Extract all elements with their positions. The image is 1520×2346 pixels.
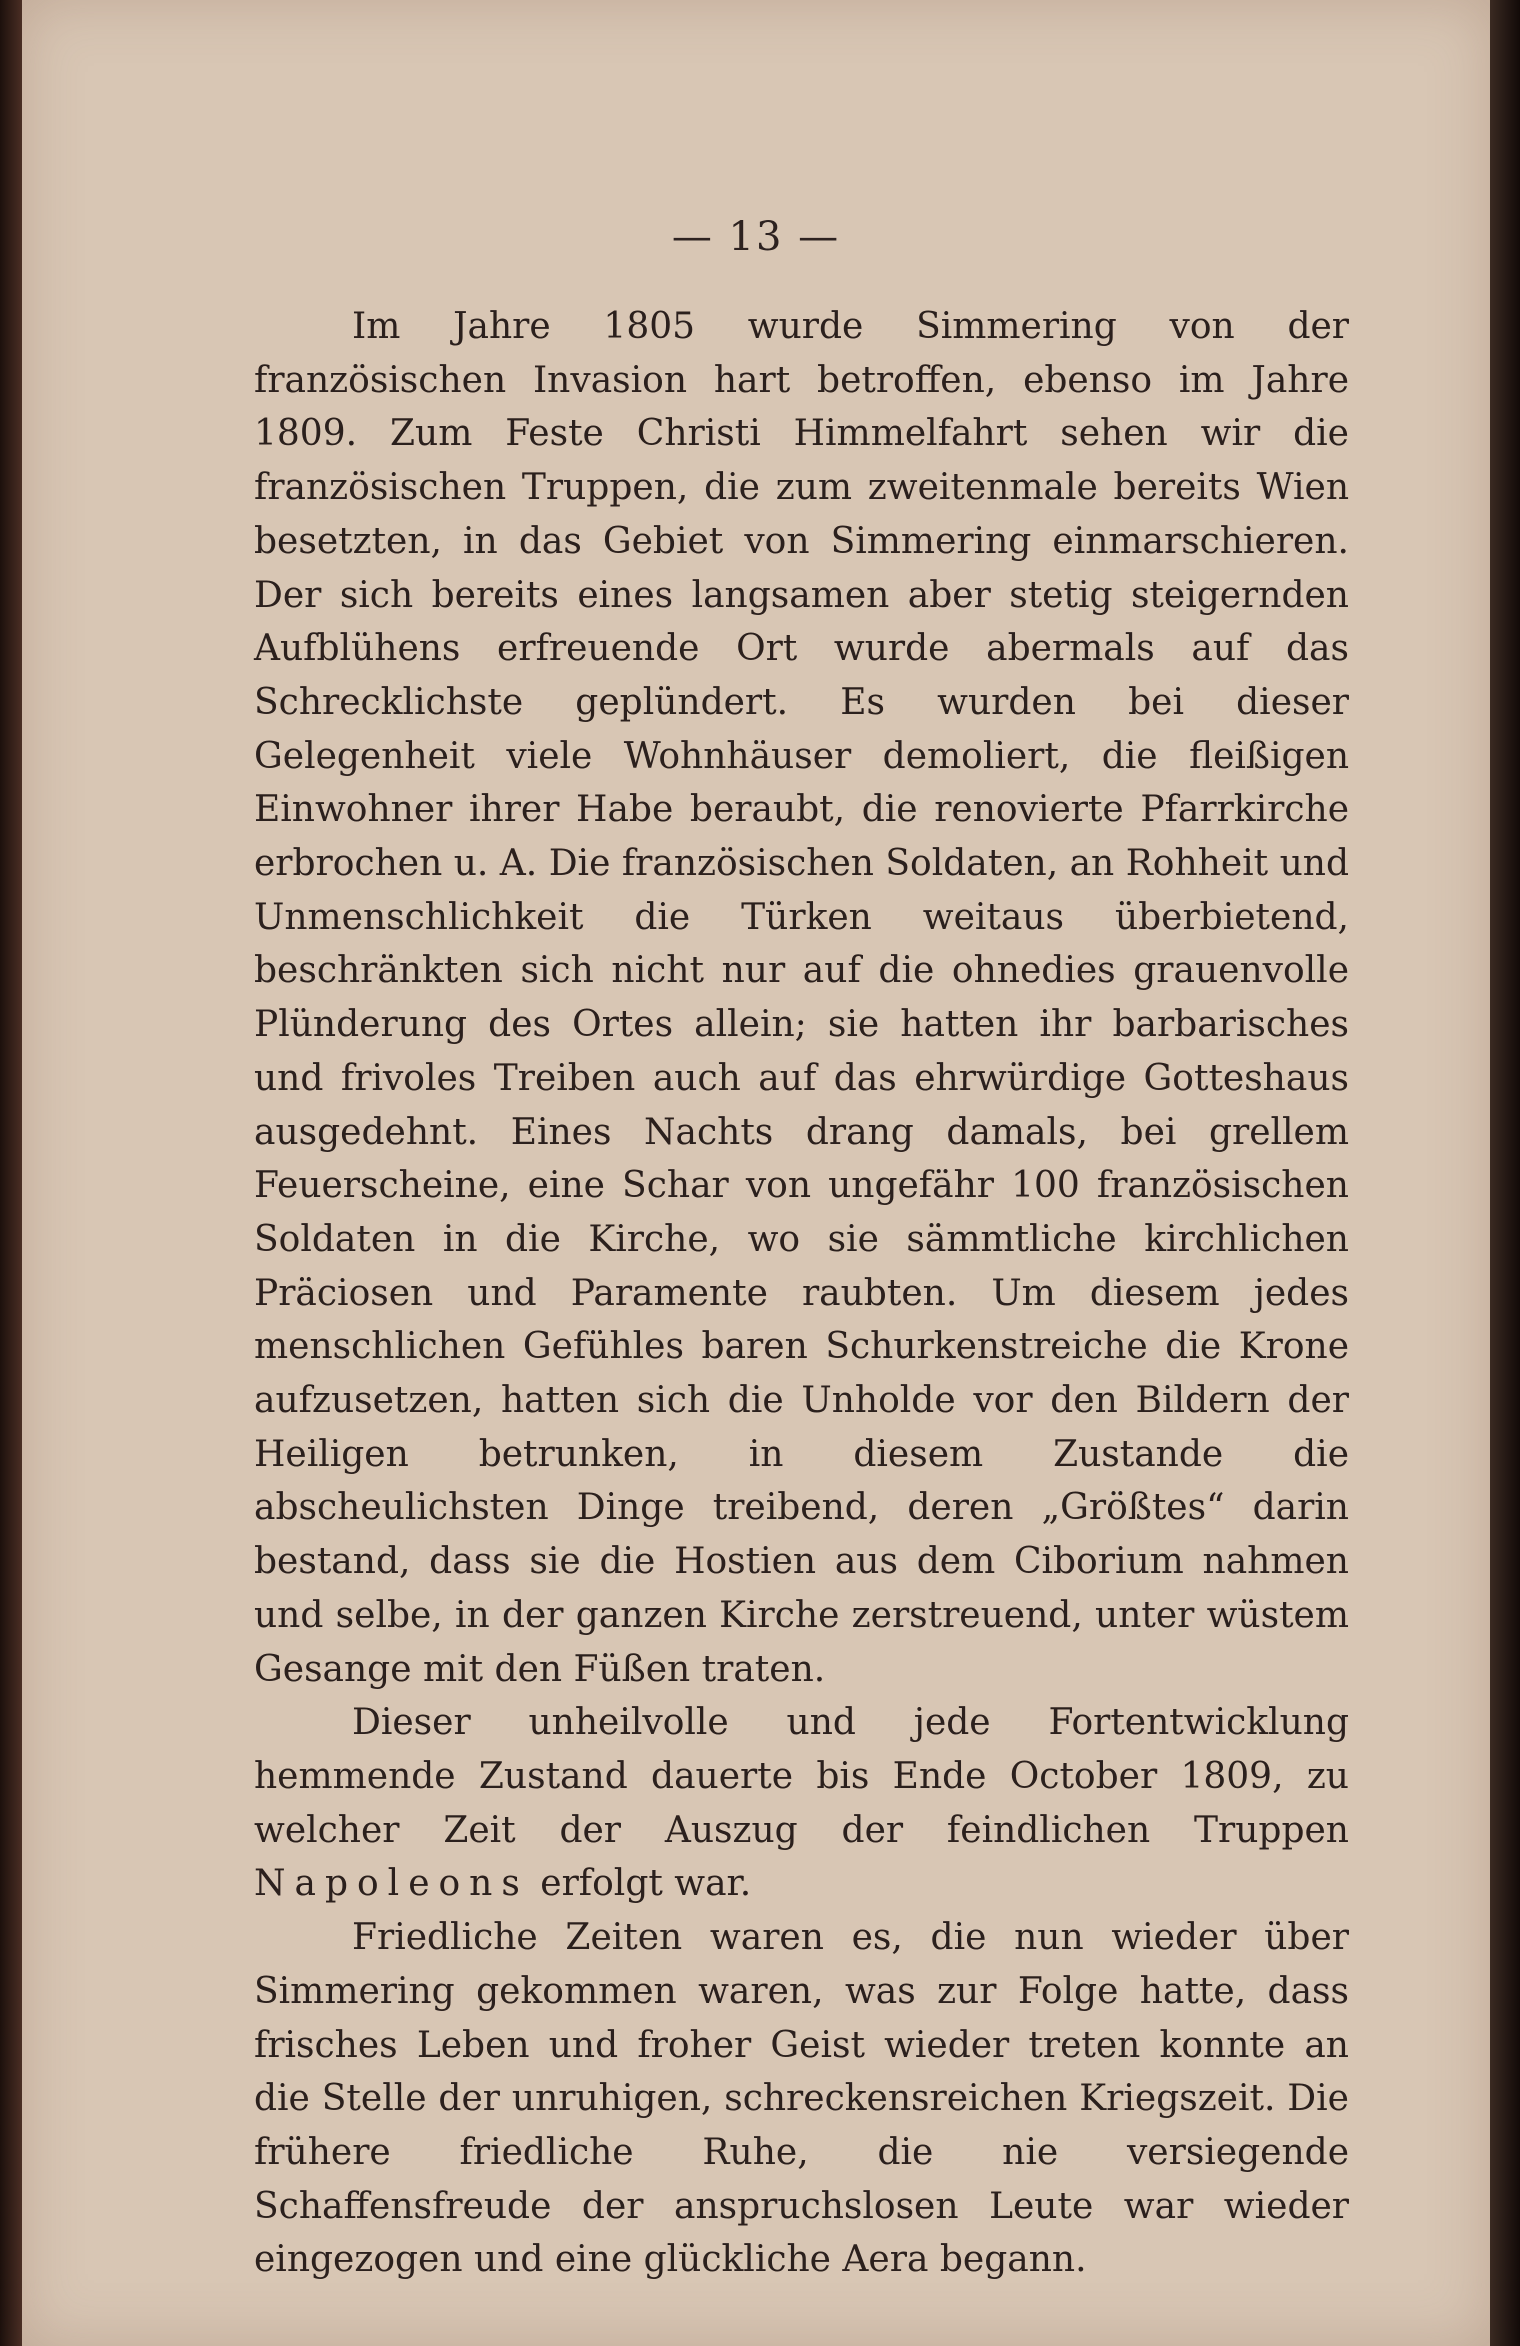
book-binding — [0, 0, 22, 2346]
paragraph-1 — [254, 300, 1349, 1696]
paragraph-2-emphasis: Napoleons — [254, 1863, 529, 1905]
body-text — [254, 300, 1349, 2287]
paragraph-3-text: Friedliche Zeiten waren es, die nun wieder über Simmering gekommen waren, was zur Folge hatte, dass frisches Leben und froher Geist wieder treten konnte an die Stelle der unruhigen, schreckensreichen Kriegszeit. Die frühere friedliche Ruhe, die nie versiegende Schaffensfreude der anspruchslosen Leute war wieder eingezogen und eine glückliche Aera begann. — [254, 1917, 1349, 2281]
paragraph-3 — [254, 1911, 1349, 2287]
paragraph-2 — [254, 1696, 1349, 1911]
book-page — [22, 0, 1490, 2346]
book-edge — [1490, 0, 1520, 2346]
paragraph-2-text-start: Dieser unheilvolle und jede Fortentwicklung hemmende Zustand dauerte bis Ende October 1809, zu welcher Zeit der Auszug der feindlichen Truppen — [254, 1702, 1349, 1851]
page-number: — 13 — — [671, 214, 841, 260]
paragraph-2-text-end: erfolgt war. — [528, 1863, 752, 1905]
paragraph-1-text: Im Jahre 1805 wurde Simmering von der französischen Invasion hart betroffen, ebenso im Jahre 1809. Zum Feste Christi Himmelfahrt sehen wir die französischen Truppen, die zum zweitenmale bereits Wien besetzten, in das Gebiet von Simmering einmarschieren. Der sich bereits eines langsamen aber stetig steigernden Aufblühens erfreuende Ort wurde abermals auf das Schrecklichste geplündert. Es wurden bei dieser Gelegenheit viele Wohnhäuser demoliert, die fleißigen Einwohner ihrer Habe beraubt, die renovierte Pfarrkirche erbrochen u. A. Die französischen Soldaten, an Rohheit und Unmenschlichkeit die Türken weitaus überbietend, beschränkten sich nicht nur auf die ohnedies grauenvolle Plünderung des Ortes allein; sie hatten ihr barbarisches und frivoles Treiben auch auf das ehrwürdige Gotteshaus ausgedehnt. Eines Nachts drang damals, bei grellem Feuerscheine, eine Schar von ungefähr 100 französischen Soldaten in die Kirche, wo sie sämmtliche kirchlichen Präciosen und Paramente raubten. Um diesem jedes menschlichen Gefühles baren Schurkenstreiche die Krone aufzusetzen, hatten sich die Unholde vor den Bildern der Heiligen betrunken, in diesem Zustande die abscheulichsten Dinge treibend, deren „Größtes“ darin bestand, dass sie die Hostien aus dem Ciborium nahmen und selbe, in der ganzen Kirche zerstreuend, unter wüstem Gesange mit den Füßen traten. — [254, 306, 1349, 1690]
